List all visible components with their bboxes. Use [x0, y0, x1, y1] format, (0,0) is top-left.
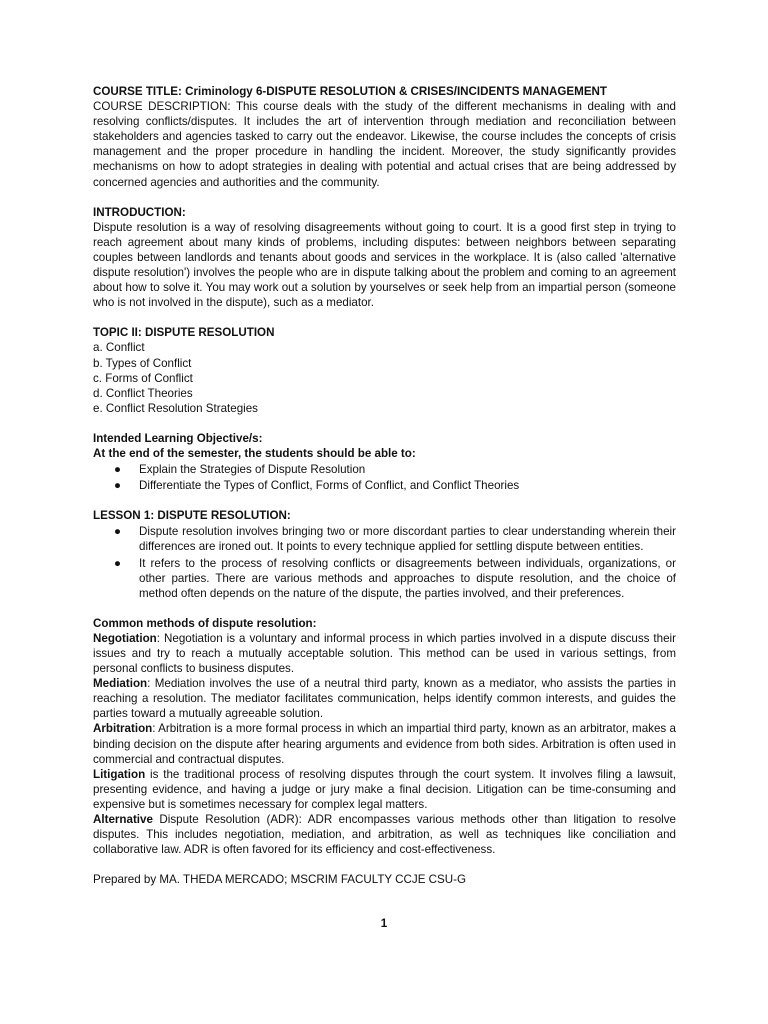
method-text: is the traditional process of resolving disputes through the court system. It involves filing a lawsuit, presenting evidence, and having a judge or jury make a final decision. Litigation can be time-consuming and expensive but is sometimes necessary for complex legal matters. — [93, 767, 676, 811]
method-term: Alternative — [93, 813, 153, 827]
method-term: Arbitration — [93, 722, 153, 736]
page-number: 1 — [380, 917, 388, 930]
lesson-list — [93, 524, 676, 600]
methods-heading: Common methods of dispute resolution: — [93, 616, 317, 630]
topic-heading: TOPIC II: DISPUTE RESOLUTION — [93, 326, 275, 340]
topic-item-types: b. Types of Conflict — [93, 356, 192, 370]
lesson-text: It refers to the process of resolving conflicts or disagreements between individuals, organizations, or other parties. There are various methods and approaches to dispute resolution, and the choice of method often depends on the nature of the dispute, the parties involved, and their preferences. — [139, 556, 676, 600]
lesson-item — [114, 524, 676, 554]
lesson-text: Dispute resolution involves bringing two or more discordant parties to clear understanding wherein their differences are ironed out. It points to every technique applied for settling dispute between entities. — [139, 525, 676, 554]
method-adr — [93, 812, 676, 857]
objectives-list — [93, 462, 676, 493]
lesson-heading: LESSON 1: DISPUTE RESOLUTION: — [93, 509, 291, 523]
objective-text: Explain the Strategies of Dispute Resolution — [139, 463, 366, 477]
introduction-text: Dispute resolution is a way of resolving disagreements without going to court. It is a good first step in trying to reach agreement about many kinds of problems, including disputes: between neighbors between separating couples between landlords and tenants about goods and services in the workplace. It is (also called 'alternative dispute resolution') involves the people who are in dispute talking about the problem and coming to an agreement about how to solve it. You may work out a solution by yourselves or seek help from an impartial person (someone who is not involved in the dispute), such as a mediator. — [93, 220, 676, 310]
bullet-icon: ● — [114, 463, 122, 477]
objective-text: Differentiate the Types of Conflict, Forms of Conflict, and Conflict Theories — [139, 479, 520, 493]
course-title: COURSE TITLE: Criminology 6-DISPUTE RESOLUTION & CRISES/INCIDENTS MANAGEMENT — [93, 85, 608, 98]
introduction-heading: INTRODUCTION: — [93, 205, 186, 219]
topic-item-conflict: a. Conflict — [93, 341, 145, 355]
bullet-icon: ● — [114, 525, 122, 539]
objective-item — [114, 462, 676, 477]
course-description: COURSE DESCRIPTION: This course deals with the study of the different mechanisms in dealing with and resolving conflicts/disputes. It includes the art of intervention through mediation and reconciliation between stakeholders and agencies tasked to carry out the endeavor. Likewise, the course includes the concepts of crisis management and the proper procedure in handling the incident. Moreover, the study significantly provides mechanisms on how to adopt strategies in dealing with potential and actual crises that are being addressed by concerned agencies and authorities and the community. — [93, 100, 676, 189]
objective-item — [114, 478, 676, 493]
method-text: : Arbitration is a more formal process in which an impartial third party, known as an arbitrator, makes a binding decision on the dispute after hearing arguments and evidence from both sides. Arbitration is often used in commercial and contractual disputes. — [93, 722, 676, 766]
method-text: Dispute Resolution (ADR): ADR encompasses various methods other than litigation to resolve disputes. This includes negotiation, mediation, and arbitration, as well as techniques like conciliation and collaborative law. ADR is often favored for its efficiency and cost-effectiveness. — [93, 813, 676, 857]
method-text: : Negotiation is a voluntary and informal process in which parties involved in a dispute discuss their issues and try to reach a mutually acceptable solution. This method can be used in various settings, from personal conflicts to business disputes. — [93, 631, 676, 676]
method-mediation — [93, 676, 676, 721]
method-term: Negotiation — [93, 631, 157, 645]
topic-item-forms: c. Forms of Conflict — [93, 371, 193, 385]
objectives-heading: Intended Learning Objective/s: — [93, 431, 263, 445]
method-term: Litigation — [93, 767, 146, 781]
method-arbitration — [93, 721, 676, 766]
method-litigation — [93, 767, 676, 812]
bullet-icon: ● — [114, 556, 122, 570]
topic-item-strategies: e. Conflict Resolution Strategies — [93, 401, 258, 415]
topic-item-theories: d. Conflict Theories — [93, 386, 193, 400]
method-term: Mediation — [93, 677, 148, 691]
lesson-item — [114, 556, 676, 601]
objectives-subheading: At the end of the semester, the students should be able to: — [93, 446, 416, 460]
bullet-icon: ● — [114, 479, 122, 493]
prepared-by: Prepared by MA. THEDA MERCADO; MSCRIM FACULTY CCJE CSU-G — [93, 873, 467, 887]
method-negotiation — [93, 631, 676, 676]
method-text: : Mediation involves the use of a neutral third party, known as a mediator, who assists the parties in reaching a resolution. The mediator facilitates communication, helps identify common interests, and guides the parties toward a mutually agreeable solution. — [93, 677, 676, 721]
